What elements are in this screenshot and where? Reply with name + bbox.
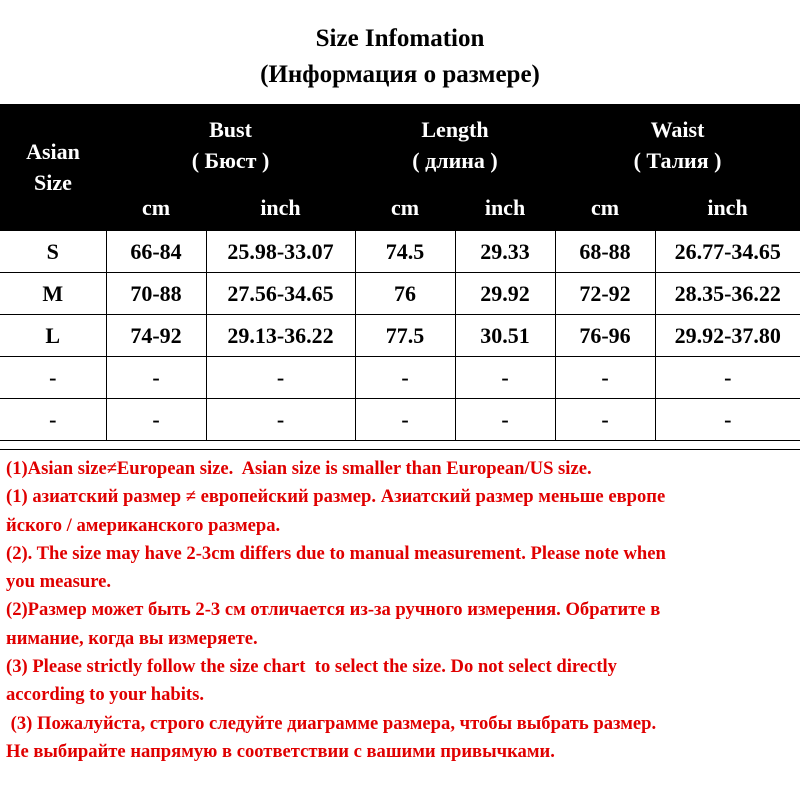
table-cell: 30.51: [455, 315, 555, 357]
unit-header: cm: [555, 186, 655, 231]
table-row: [0, 273, 800, 315]
table-cell: 25.98-33.07: [206, 231, 355, 273]
note-line: нимание, когда вы измеряете.: [6, 627, 258, 649]
unit-header: inch: [206, 186, 355, 231]
size-cell: L: [0, 315, 106, 357]
unit-header: cm: [106, 186, 206, 231]
asian-size-header-line2: Size: [34, 170, 72, 195]
waist-header-name: Waist: [650, 117, 705, 142]
table-cell: 28.35-36.22: [655, 273, 800, 315]
table-cell: -: [206, 399, 355, 441]
table-body: [0, 231, 800, 441]
waist-header-sub: ( Талия ): [633, 148, 722, 173]
note-line: according to your habits.: [6, 684, 205, 706]
note-line: (2)Размер может быть 2-3 см отличается из-за ручного измерения. Обратите в: [6, 599, 661, 621]
length-header-sub: ( длина ): [412, 148, 498, 173]
table-header: [0, 104, 800, 231]
bust-header-sub: ( Бюст ): [191, 148, 270, 173]
table-cell: 29.13-36.22: [206, 315, 355, 357]
table-row: [0, 357, 800, 399]
table-cell: 68-88: [555, 231, 655, 273]
note-line: (2). The size may have 2-3cm differs due to manual measurement. Please note when: [6, 542, 666, 564]
table-cell: 74-92: [106, 315, 206, 357]
bust-header: [106, 104, 355, 186]
table-cell: -: [206, 357, 355, 399]
table-cell: 74.5: [355, 231, 455, 273]
table-cell: 26.77-34.65: [655, 231, 800, 273]
table-cell: -: [655, 357, 800, 399]
waist-header: [555, 104, 800, 186]
page-subtitle: (Информация о размере): [260, 61, 540, 88]
asian-size-header: [0, 104, 106, 231]
table-cell: -: [355, 357, 455, 399]
note-line: Не выбирайте напрямую в соответствии с вашими привычками.: [6, 740, 555, 762]
unit-header: inch: [655, 186, 800, 231]
table-cell: -: [106, 357, 206, 399]
page-title: Size Infomation: [315, 25, 485, 52]
table-cell: -: [355, 399, 455, 441]
table-cell: 29.33: [455, 231, 555, 273]
table-cell: -: [106, 399, 206, 441]
note-line: (1) азиатский размер ≠ европейский размер. Азиатский размер меньше европе: [6, 486, 666, 508]
table-cell: -: [455, 399, 555, 441]
table-cell: 77.5: [355, 315, 455, 357]
table-cell: 29.92: [455, 273, 555, 315]
length-header-name: Length: [421, 117, 489, 142]
table-cell: -: [555, 399, 655, 441]
note-line: (1)Asian size≠European size. Asian size is smaller than European/US size.: [6, 458, 592, 479]
note-line: йского / американского размера.: [6, 514, 281, 536]
bust-header-name: Bust: [209, 117, 252, 142]
table-cell: 66-84: [106, 231, 206, 273]
table-cell: 76: [355, 273, 455, 315]
table-row: [0, 315, 800, 357]
note-line: you measure.: [6, 571, 112, 593]
unit-header: inch: [455, 186, 555, 231]
table-cell: 70-88: [106, 273, 206, 315]
size-cell: -: [0, 399, 106, 441]
table-cell: 76-96: [555, 315, 655, 357]
note-line: (3) Please strictly follow the size chart to select the size. Do not select directly: [6, 656, 617, 678]
length-header: [355, 104, 555, 186]
table-cell: -: [455, 357, 555, 399]
table-cell: 29.92-37.80: [655, 315, 800, 357]
table-cell: 72-92: [555, 273, 655, 315]
note-line: (3) Пожалуйста, строго следуйте диаграмме размера, чтобы выбрать размер.: [6, 712, 657, 734]
notes-section: [0, 449, 800, 800]
size-cell: S: [0, 231, 106, 273]
size-cell: -: [0, 357, 106, 399]
size-cell: M: [0, 273, 106, 315]
asian-size-header-line1: Asian: [26, 139, 80, 164]
table-cell: -: [655, 399, 800, 441]
table-cell: -: [555, 357, 655, 399]
size-table: [0, 104, 800, 441]
table-cell: 27.56-34.65: [206, 273, 355, 315]
table-row: [0, 399, 800, 441]
unit-header: cm: [355, 186, 455, 231]
table-row: [0, 231, 800, 273]
